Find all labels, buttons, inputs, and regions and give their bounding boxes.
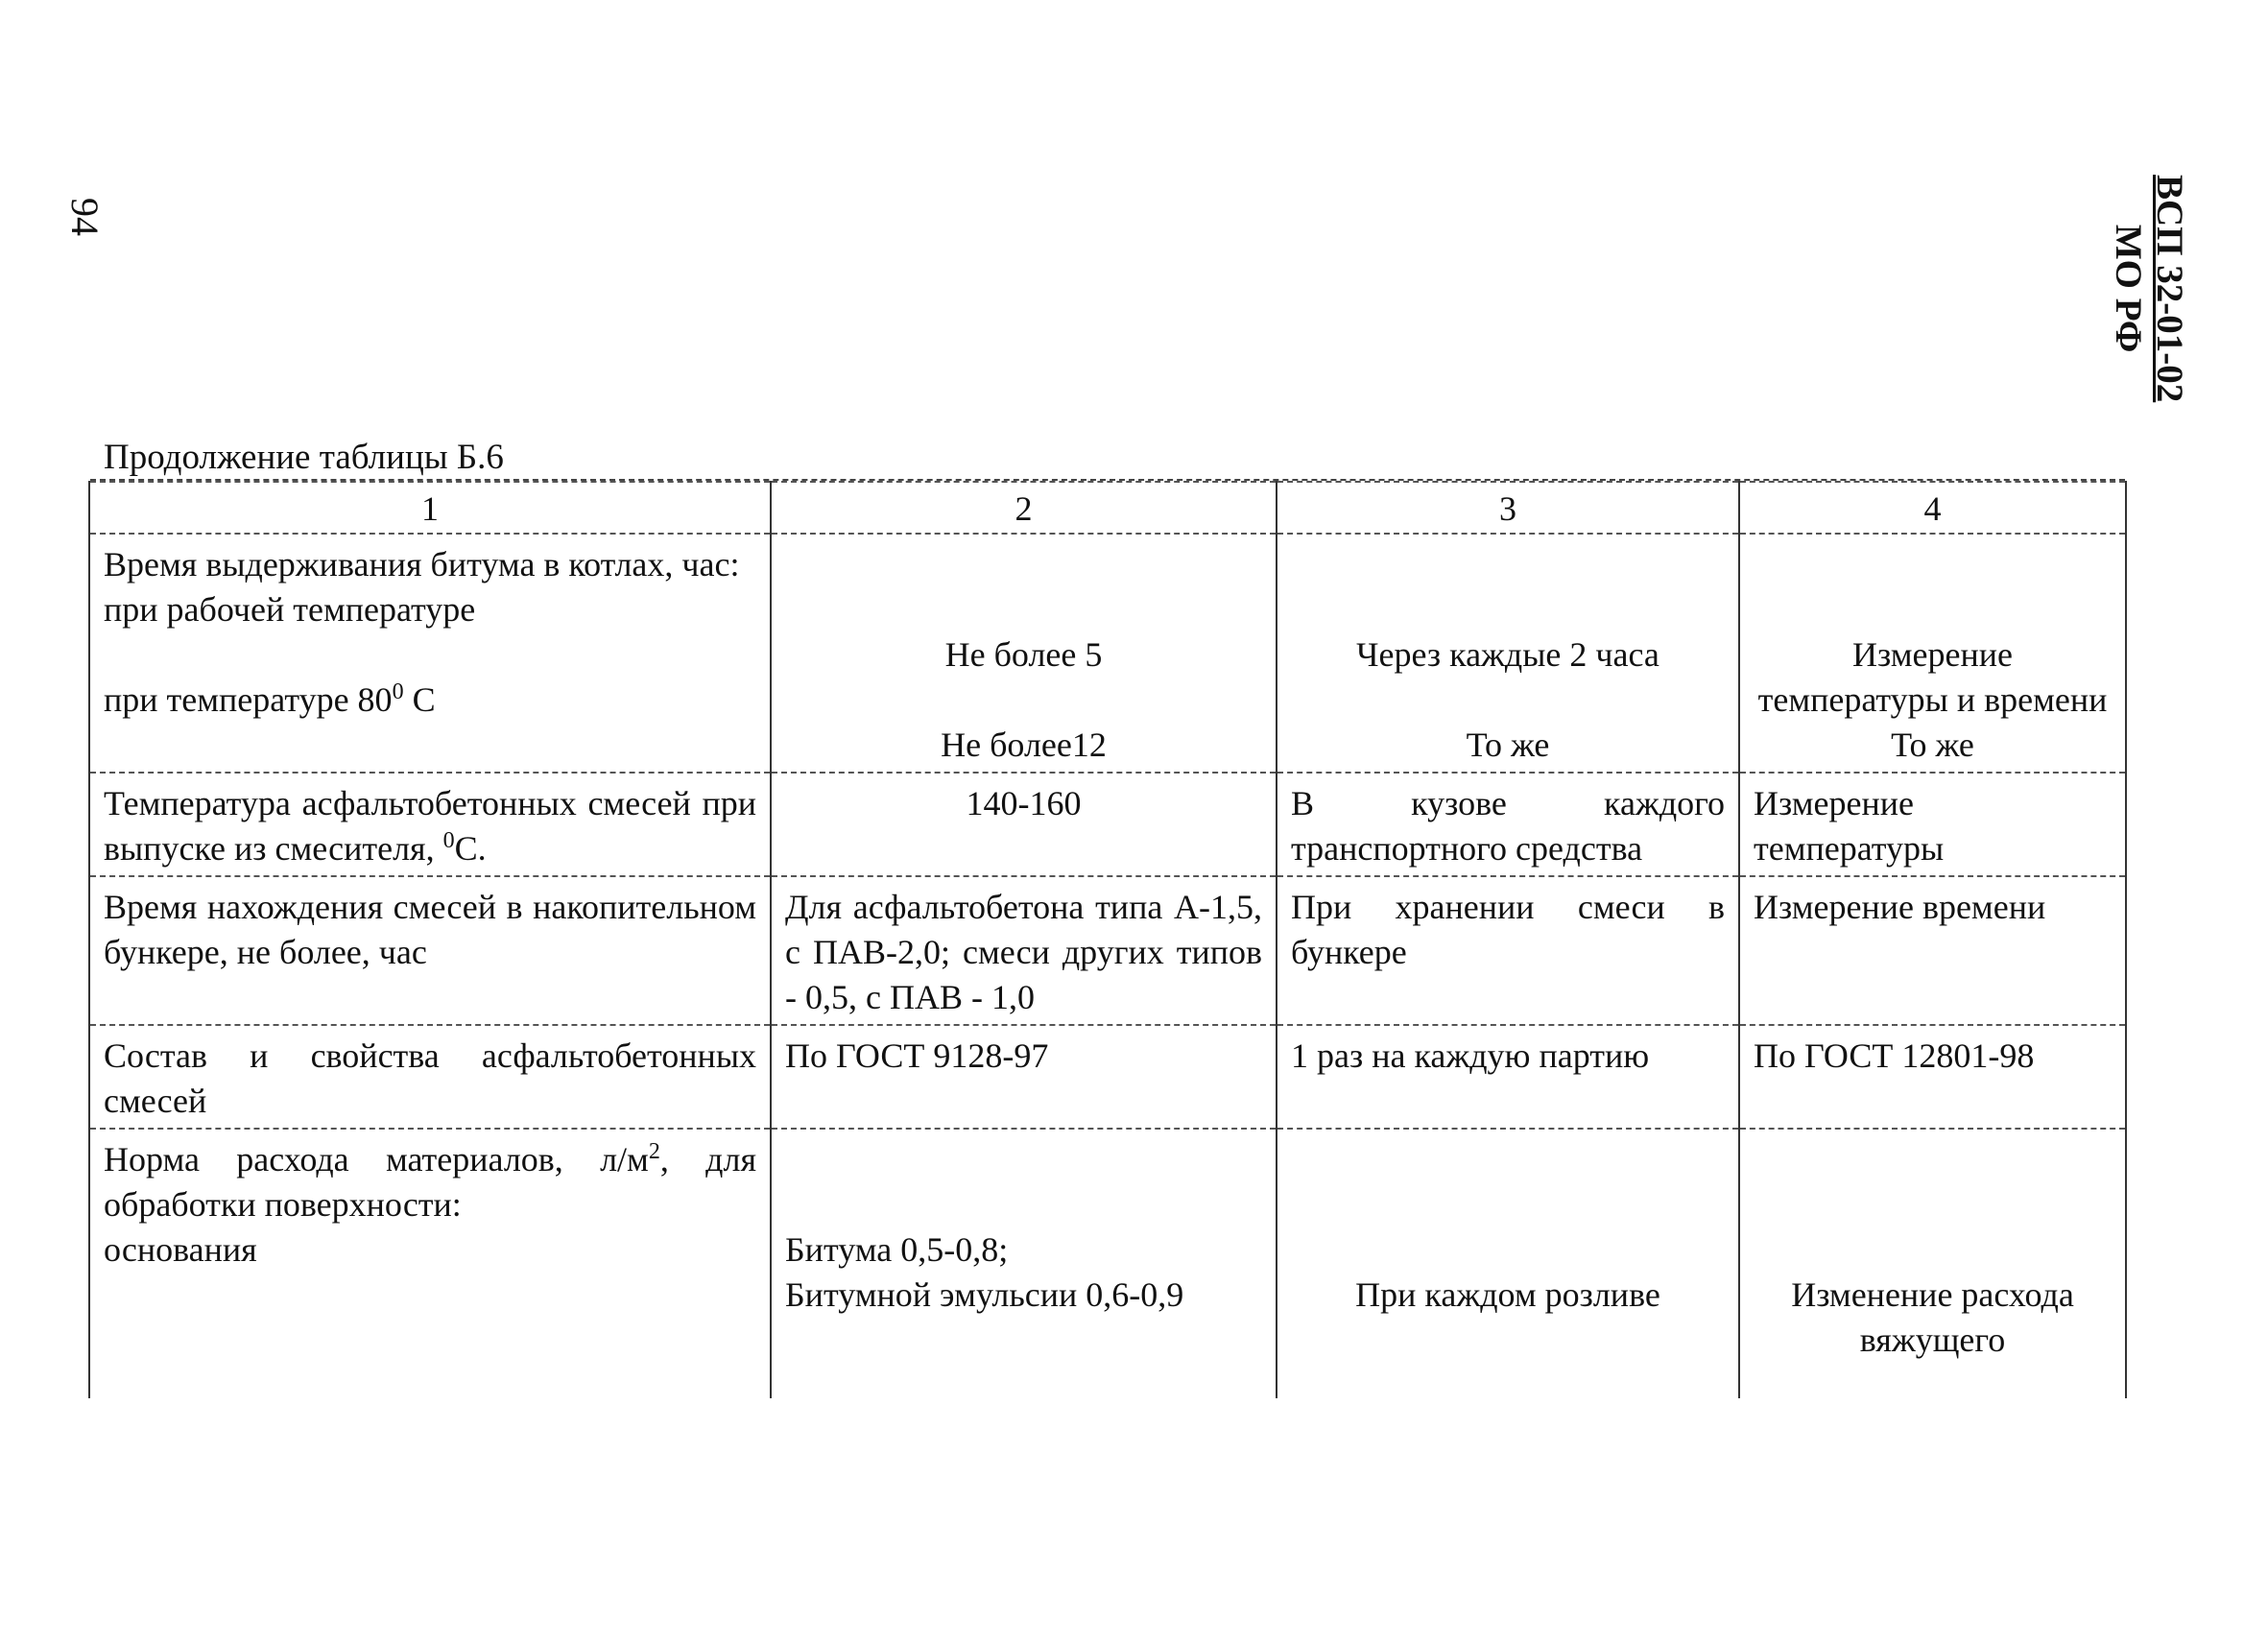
degree-sup: 0 xyxy=(442,828,455,853)
degree-sup: 0 xyxy=(392,679,404,704)
unit: С. xyxy=(454,829,487,868)
table-row xyxy=(89,1129,2126,1398)
method-text: Изменение расхода вяжущего xyxy=(1791,1275,2074,1359)
parameter-cell xyxy=(89,773,771,876)
control-cell: В кузове каждого транспортного средства xyxy=(1277,773,1739,876)
method-cell: По ГОСТ 12801-98 xyxy=(1739,1025,2126,1129)
table-container xyxy=(88,481,2127,1398)
method-cell xyxy=(1739,1129,2126,1398)
table-row xyxy=(89,534,2126,773)
parameter-title: Время выдерживания битума в котлах, час: xyxy=(104,545,740,583)
column-header-3: 3 xyxy=(1277,482,1739,534)
table-row xyxy=(89,1025,2126,1129)
table-row xyxy=(89,876,2126,1025)
control-1: Через каждые 2 часа xyxy=(1356,635,1659,674)
table-row xyxy=(89,773,2126,876)
control-cell xyxy=(1277,1129,1739,1398)
parameter-title-b: , для обработки поверхности: xyxy=(104,1140,756,1224)
control-cell: При хранении смеси в бункере xyxy=(1277,876,1739,1025)
method-1: Измерение температуры и времени xyxy=(1757,635,2108,719)
column-header-4: 4 xyxy=(1739,482,2126,534)
method-cell: Измерение температуры xyxy=(1739,773,2126,876)
parameter-cell: Время нахождения смесей в накопительном бункере, не более, час xyxy=(89,876,771,1025)
control-table xyxy=(88,481,2127,1398)
value-cell xyxy=(771,534,1277,773)
control-cell: 1 раз на каждую партию xyxy=(1277,1025,1739,1129)
parameter-cell xyxy=(89,1129,771,1398)
method-cell xyxy=(1739,534,2126,773)
parameter-sub: основания xyxy=(104,1230,257,1269)
value-2: Не более12 xyxy=(941,726,1107,764)
header-row xyxy=(89,482,2126,534)
column-header-1: 1 xyxy=(89,482,771,534)
control-2: То же xyxy=(1466,726,1550,764)
control-cell xyxy=(1277,534,1739,773)
parameter-sub-2: при температуре 80 xyxy=(104,680,393,719)
document-code xyxy=(2108,175,2190,402)
method-2: То же xyxy=(1891,726,1974,764)
value-1: Не более 5 xyxy=(944,635,1103,674)
parameter-cell xyxy=(89,534,771,773)
value-cell: 140-160 xyxy=(771,773,1277,876)
value-2: Битумной эмульсии 0,6-0,9 xyxy=(785,1275,1184,1314)
control-text: При каждом розливе xyxy=(1355,1275,1660,1314)
value-cell: Для асфальтобетона типа А-1,5, с ПАВ-2,0; смеси других типов - 0,5, с ПАВ - 1,0 xyxy=(771,876,1277,1025)
value-cell xyxy=(771,1129,1277,1398)
table-caption: Продолжение таблицы Б.6 xyxy=(104,438,504,477)
page-number: 94 xyxy=(63,198,107,236)
parameter-text: Температура асфальтобетонных смесей при выпуске из смесителя, xyxy=(104,784,756,868)
method-cell: Измерение времени xyxy=(1739,876,2126,1025)
parameter-cell: Состав и свойства асфальтобетонных смесей xyxy=(89,1025,771,1129)
value-1: Битума 0,5-0,8; xyxy=(785,1230,1009,1269)
value-cell: По ГОСТ 9128-97 xyxy=(771,1025,1277,1129)
square-sup: 2 xyxy=(648,1139,660,1164)
parameter-sub-1: при рабочей температуре xyxy=(104,590,476,629)
column-header-2: 2 xyxy=(771,482,1277,534)
parameter-title-a: Норма расхода материалов, л/м xyxy=(104,1140,649,1179)
document-code-line2: МО РФ xyxy=(2108,224,2149,353)
unit: С xyxy=(403,680,436,719)
document-code-line1: ВСП 32-01-02 xyxy=(2149,175,2190,403)
